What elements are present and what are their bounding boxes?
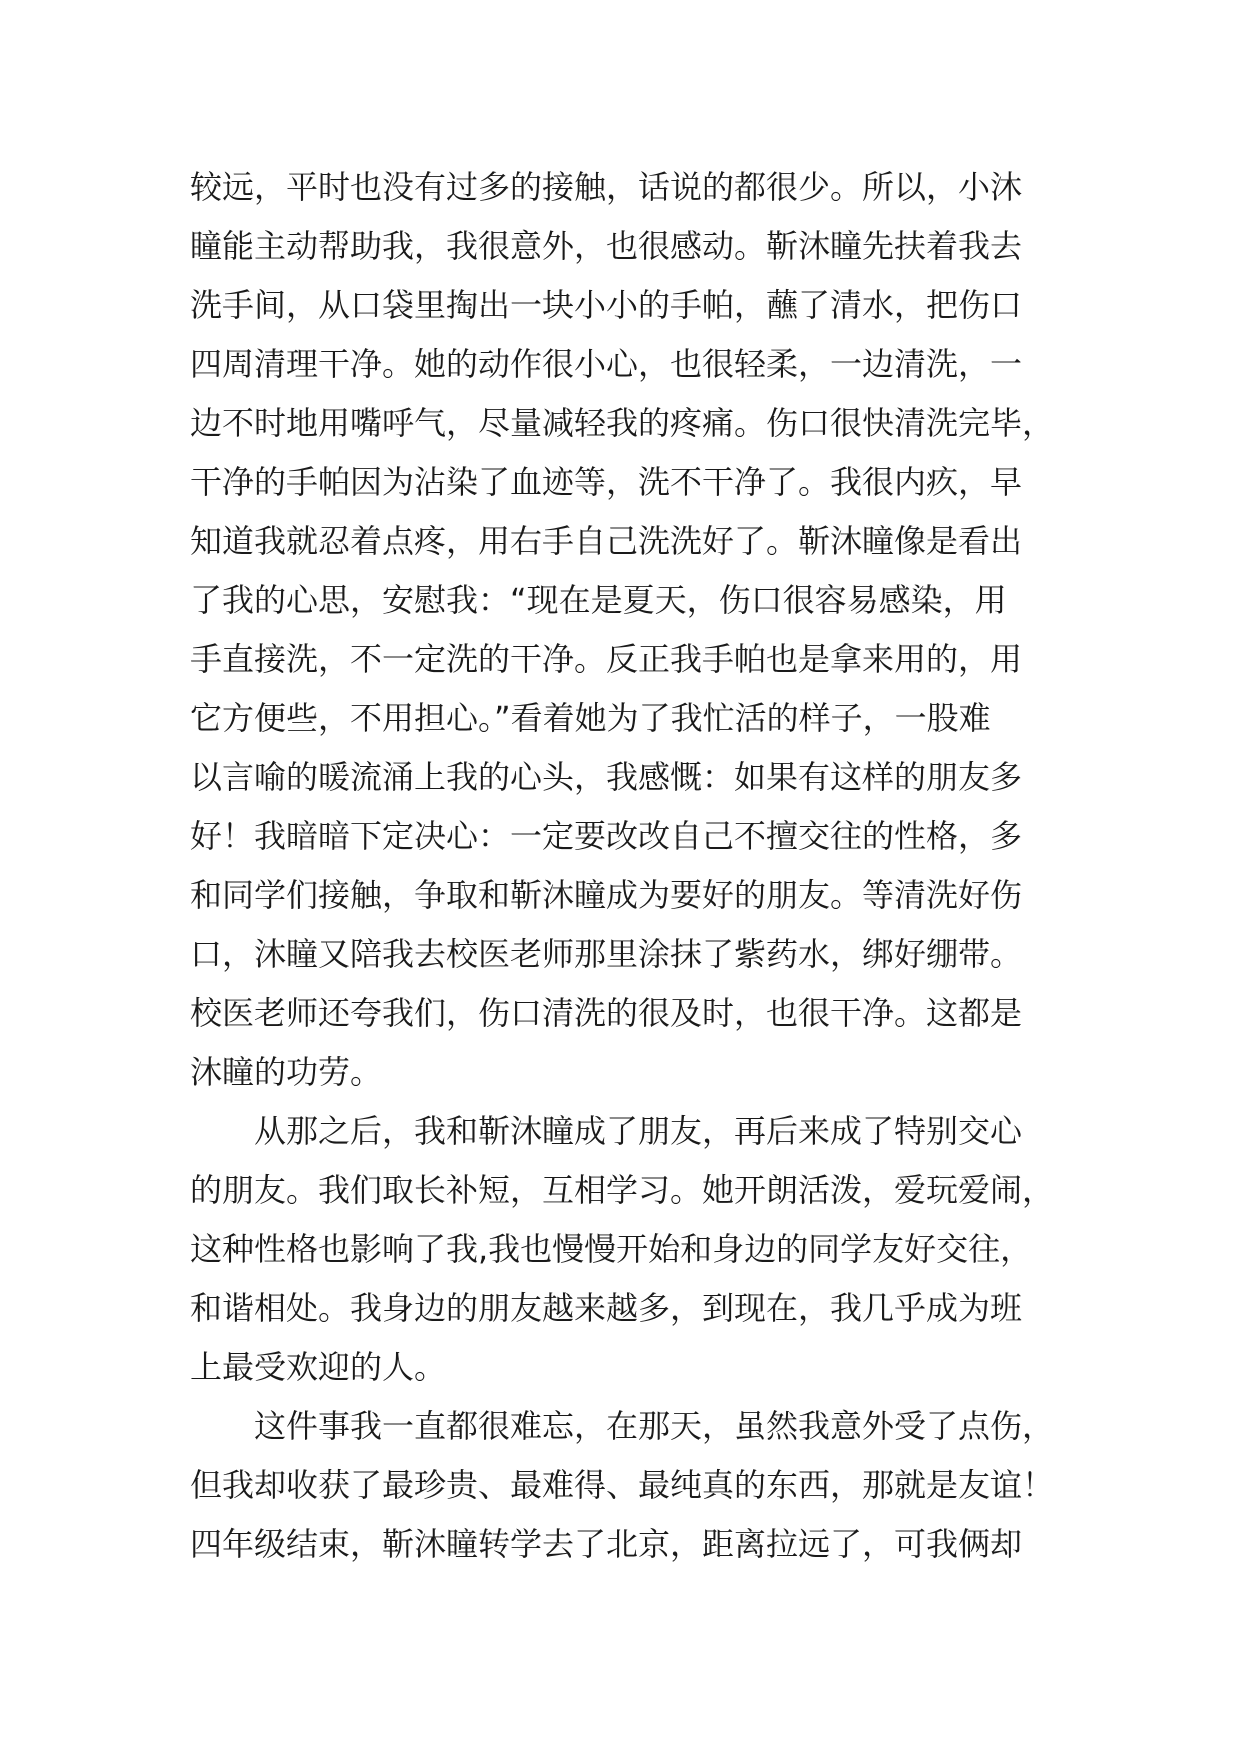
text-line: 好！我暗暗下定决心：一定要改改自己不擅交往的性格，多 [190, 817, 1023, 855]
text-line: 和同学们接触，争取和靳沐瞳成为要好的朋友。等清洗好伤 [190, 876, 1023, 914]
text-line: 瞳能主动帮助我，我很意外，也很感动。靳沐瞳先扶着我去 [190, 227, 1023, 265]
text-line: 它方便些，不用担心。”看着她为了我忙活的样子，一股难 [190, 699, 991, 737]
text-line: 的朋友。我们取长补短，互相学习。她开朗活泼，爱玩爱闹， [190, 1171, 1055, 1209]
body-text [190, 158, 1070, 1574]
text-line: 四周清理干净。她的动作很小心，也很轻柔，一边清洗，一 [190, 345, 1023, 383]
text-line: 上最受欢迎的人。 [190, 1348, 447, 1386]
text-line: 沐瞳的功劳。 [190, 1053, 383, 1091]
text-line: 但我却收获了最珍贵、最难得、最纯真的东西，那就是友谊！ [190, 1466, 1055, 1504]
paragraph-first-line: 这件事我一直都很难忘，在那天，虽然我意外受了点伤， [254, 1407, 1055, 1445]
paragraph-first-line: 从那之后，我和靳沐瞳成了朋友，再后来成了特别交心 [254, 1112, 1023, 1150]
text-line: 和谐相处。我身边的朋友越来越多，到现在，我几乎成为班 [190, 1289, 1023, 1327]
text-line: 洗手间，从口袋里掏出一块小小的手帕，蘸了清水，把伤口 [190, 286, 1023, 324]
text-line: 知道我就忍着点疼，用右手自己洗洗好了。靳沐瞳像是看出 [190, 522, 1023, 560]
text-line: 校医老师还夸我们，伤口清洗的很及时，也很干净。这都是 [190, 994, 1023, 1032]
text-line: 较远，平时也没有过多的接触，话说的都很少。所以，小沐 [190, 168, 1023, 206]
text-line: 手直接洗，不一定洗的干净。反正我手帕也是拿来用的，用 [190, 640, 1023, 678]
text-line: 干净的手帕因为沾染了血迹等，洗不干净了。我很内疚，早 [190, 463, 1023, 501]
text-line: 边不时地用嘴呼气，尽量减轻我的疼痛。伤口很快清洗完毕， [190, 404, 1055, 442]
text-line: 口，沐瞳又陪我去校医老师那里涂抹了紫药水，绑好绷带。 [190, 935, 1023, 973]
text-line: 以言喻的暖流涌上我的心头，我感慨：如果有这样的朋友多 [190, 758, 1023, 796]
text-line: 四年级结束，靳沐瞳转学去了北京，距离拉远了，可我俩却 [190, 1525, 1023, 1563]
text-line: 了我的心思，安慰我：“现在是夏天，伤口很容易感染，用 [190, 581, 1007, 619]
text-line: 这种性格也影响了我,我也慢慢开始和身边的同学友好交往， [190, 1230, 1033, 1268]
